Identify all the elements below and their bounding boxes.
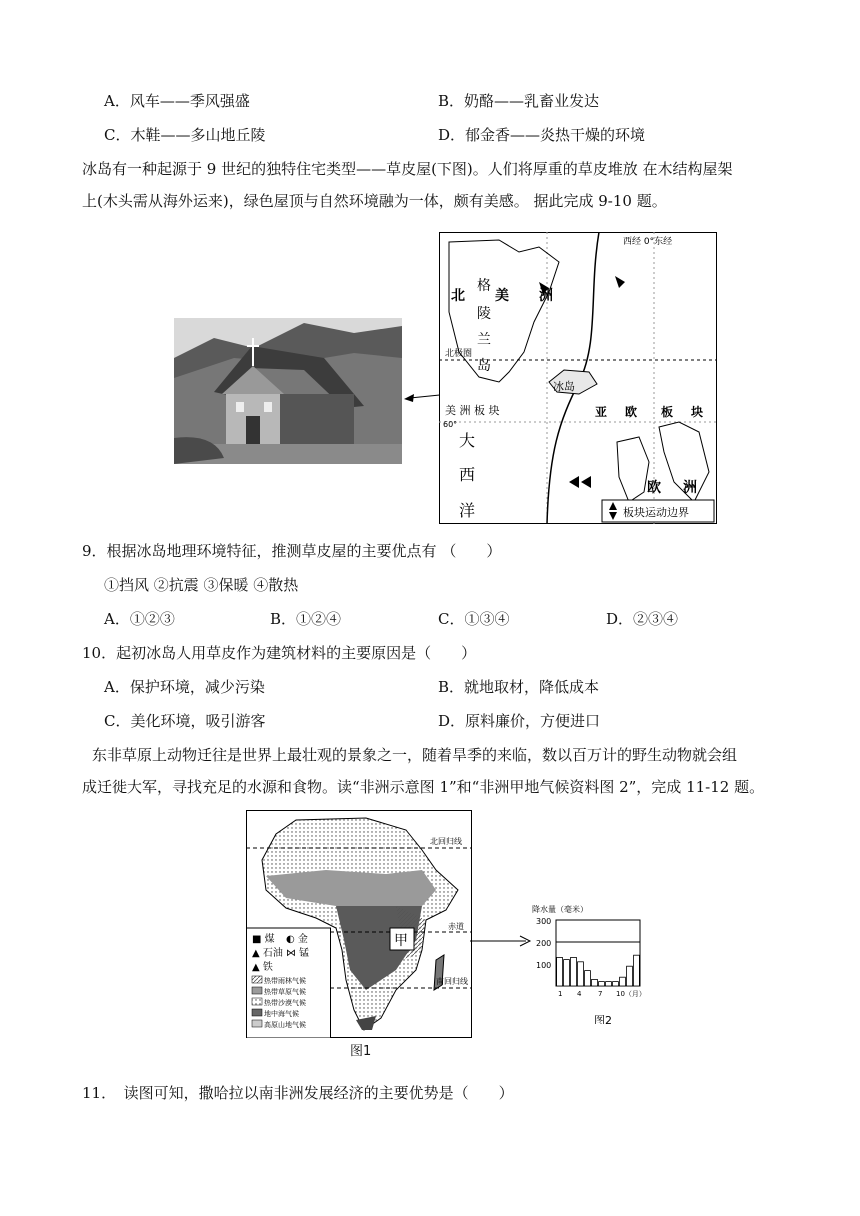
svg-text:热带沙漠气候: 热带沙漠气候	[264, 999, 306, 1007]
svg-text:岛: 岛	[477, 358, 491, 374]
svg-text:欧: 欧	[647, 480, 661, 496]
turf-house-photo	[174, 318, 402, 464]
q9-option-d: D．②③④	[606, 610, 679, 628]
svg-text:亚: 亚	[595, 405, 608, 419]
bar-month-4	[578, 962, 584, 986]
bar-month-1	[557, 957, 563, 986]
xtick-10: 10（月）	[616, 990, 646, 998]
svg-text:陵: 陵	[477, 306, 491, 322]
svg-text:◐ 金: ◐ 金	[286, 934, 308, 945]
q11-stem: 11． 读图可知，撒哈拉以南非洲发展经济的主要优势是（ ）	[82, 1084, 514, 1102]
intro-11-12-line1: 东非草原上动物迁往是世界上最壮观的景象之一，随着旱季的来临，数以百万计的野生动物就会组	[92, 746, 738, 764]
q8-option-b: B．奶酪——乳畜业发达	[438, 92, 600, 110]
ytick-100: 100	[536, 961, 552, 970]
ytick-200: 200	[536, 939, 552, 948]
intro-11-12-line2: 成迁徙大军，寻找充足的水源和食物。读“非洲示意图 1”和“非洲甲地气候资料图 2”，完成 11-12 题。	[82, 778, 765, 796]
xtick-4: 4	[577, 990, 582, 998]
xtick-7: 7	[598, 990, 603, 998]
ytick-300: 300	[536, 917, 552, 926]
svg-text:洲: 洲	[539, 288, 553, 304]
svg-text:格: 格	[477, 278, 491, 294]
svg-text:板: 板	[661, 405, 674, 419]
q10-stem: 10．起初冰岛人用草皮作为建筑材料的主要原因是（ ）	[82, 644, 477, 662]
q10-option-b: B．就地取材，降低成本	[438, 678, 600, 696]
svg-text:南回归线: 南回归线	[436, 977, 468, 986]
svg-text:欧: 欧	[625, 405, 638, 419]
q9-option-b: B．①②④	[270, 610, 342, 628]
intro-9-10-line2: 上(木头需从海外运来)，绿色屋顶与自然环境融为一体，颇有美感。 据此完成 9-10 题。	[82, 192, 667, 210]
svg-text:高原山地气候: 高原山地气候	[264, 1021, 306, 1029]
svg-text:⋈ 锰: ⋈ 锰	[286, 948, 310, 959]
svg-text:▲ 铁: ▲ 铁	[252, 962, 273, 973]
q8-option-c: C．木鞋——多山地丘陵	[104, 126, 266, 144]
svg-text:热带草原气候: 热带草原气候	[264, 988, 306, 996]
chart-ylabel: 降水量（毫米）	[532, 905, 588, 914]
q8-option-a: A．风车——季风强盛	[104, 92, 250, 110]
svg-text:板块运动边界: 板块运动边界	[623, 506, 689, 519]
q9-stem: 9．根据冰岛地理环境特征，推测草皮屋的主要优点有 （ ）	[82, 542, 502, 560]
bar-month-3	[571, 957, 577, 986]
q9-option-c: C．①③④	[438, 610, 510, 628]
jia-arrow	[470, 935, 532, 947]
q10-option-c: C．美化环境，吸引游客	[104, 712, 266, 730]
q10-option-a: A．保护环境，减少污染	[104, 678, 265, 696]
svg-text:北极圈: 北极圈	[445, 349, 473, 359]
svg-text:热带雨林气候: 热带雨林气候	[264, 977, 306, 985]
svg-text:▲ 石油: ▲ 石油	[252, 948, 283, 959]
iceland-map	[439, 232, 717, 524]
bar-month-7	[599, 982, 605, 986]
svg-text:西经 0°东经: 西经 0°东经	[623, 237, 673, 247]
svg-text:■ 煤: ■ 煤	[252, 934, 275, 945]
climate-chart	[530, 900, 650, 1024]
xtick-1: 1	[558, 990, 563, 998]
svg-text:块: 块	[691, 405, 704, 419]
q8-option-d: D．郁金香——炎热干燥的环境	[438, 126, 646, 144]
svg-text:北回归线: 北回归线	[430, 837, 462, 846]
svg-text:美: 美	[495, 288, 509, 304]
intro-9-10-line1: 冰岛有一种起源于 9 世纪的独特住宅类型——草皮屋(下图)。人们将厚重的草皮堆放 在木结构屋架	[82, 160, 733, 178]
bar-month-12	[634, 955, 640, 986]
svg-text:洋: 洋	[459, 501, 476, 520]
bar-month-8	[606, 982, 612, 986]
svg-text:北: 北	[451, 288, 465, 304]
bar-month-11	[627, 966, 633, 986]
svg-text:地中海气候: 地中海气候	[264, 1010, 299, 1018]
svg-text:赤道: 赤道	[448, 922, 464, 931]
figure2-caption: 图2	[594, 1014, 612, 1024]
bar-month-5	[585, 971, 591, 986]
svg-text:兰: 兰	[477, 332, 491, 348]
q10-option-d: D．原料廉价，方便进口	[438, 712, 601, 730]
svg-text:大: 大	[459, 431, 476, 450]
svg-text:甲: 甲	[394, 933, 408, 949]
bar-month-10	[620, 977, 626, 986]
figure1-caption: 图1	[350, 1044, 372, 1059]
svg-text:洲: 洲	[683, 480, 697, 496]
bar-month-9	[613, 982, 619, 986]
q9-option-a: A．①②③	[104, 610, 175, 628]
svg-text:冰岛: 冰岛	[553, 380, 575, 393]
svg-text:美 洲 板 块: 美 洲 板 块	[445, 404, 500, 417]
svg-text:60°: 60°	[443, 420, 458, 429]
bar-month-6	[592, 979, 598, 986]
africa-map	[246, 810, 472, 1038]
svg-text:西: 西	[459, 465, 476, 484]
bar-month-2	[564, 960, 570, 986]
q9-items: ①挡风 ②抗震 ③保暖 ④散热	[104, 576, 299, 594]
